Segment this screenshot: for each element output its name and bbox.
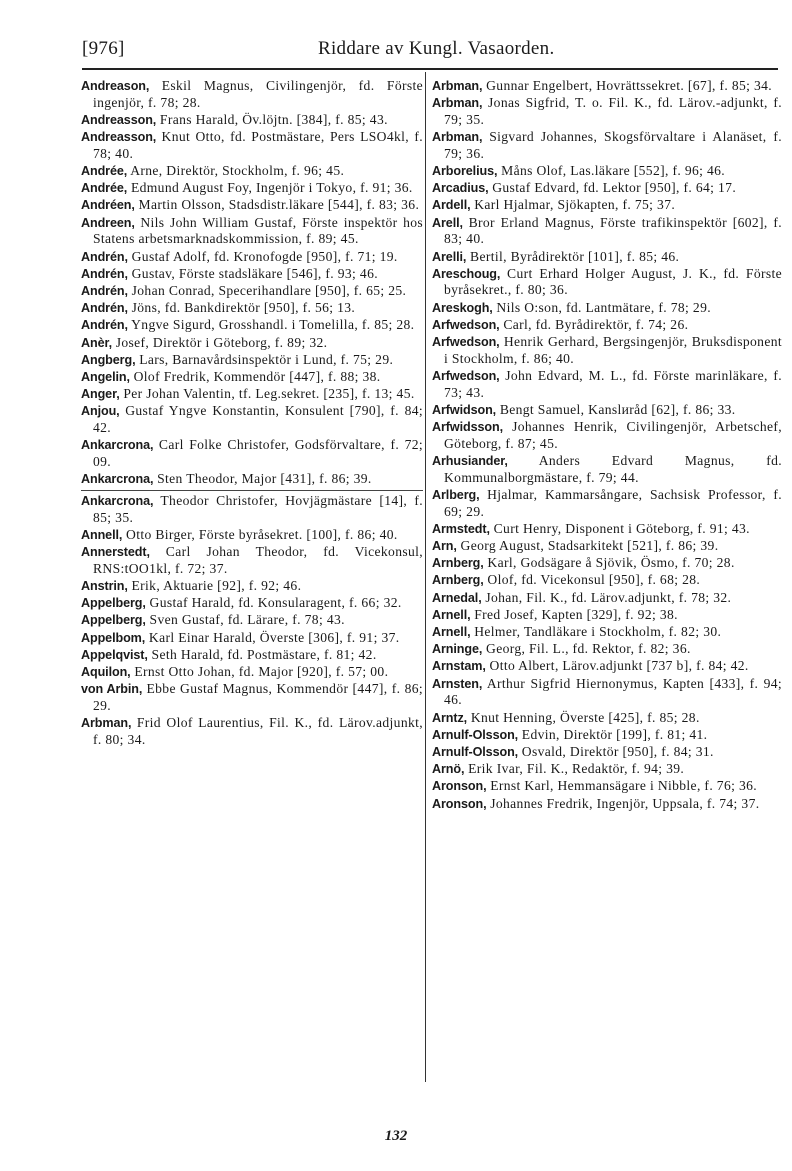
entry-surname: Arhusiander, [432, 453, 508, 468]
entry-details: Gustaf Edvard, fd. Lektor [950], f. 64; 17. [488, 180, 737, 196]
register-entry [432, 487, 782, 520]
entry-surname: Areskogh, [432, 300, 493, 315]
register-entry [81, 266, 423, 283]
entry-surname: Angberg, [81, 352, 136, 367]
register-entry [81, 180, 423, 197]
entry-surname: von Arbin, [81, 682, 143, 697]
entry-surname: Arborelius, [432, 164, 498, 179]
entry-details: Bertil, Byrådirektör [101], f. 85; 46. [466, 248, 680, 264]
entry-surname: Andréen, [81, 198, 135, 213]
entry-details: Carl, fd. Byrådirektör, f. 74; 26. [499, 316, 689, 332]
entry-surname: Arn, [432, 538, 457, 553]
entry-surname: Arelli, [432, 249, 467, 264]
entry-details: Knut Otto, fd. Postmästare, Pers LSO4kl, f. 78; 40. [93, 129, 423, 161]
entry-surname: Annell, [81, 527, 123, 542]
register-entry [81, 403, 423, 436]
register-entry [81, 112, 423, 129]
entry-details: Bengt Samuel, Kanslиråd [62], f. 86; 33. [496, 401, 736, 417]
register-entry [432, 624, 782, 641]
entry-details: Carl Johan Theodor, fd. Vicekonsul, RNS:tOO1kl, f. 72; 37. [93, 543, 423, 576]
entry-details: Per Johan Valentin, tf. Leg.sekret. [235], f. 13; 45. [119, 386, 415, 402]
entry-surname: Andrén, [81, 266, 128, 281]
entry-details: Frans Harald, Öv.löjtn. [384], f. 85; 43. [156, 111, 388, 127]
entry-details: Edmund August Foy, Ingenjör i Tokyo, f. 91; 36. [127, 180, 413, 196]
register-entry [81, 386, 423, 403]
entry-surname: Arnstam, [432, 659, 486, 674]
register-entry [81, 595, 423, 612]
entry-details: Theodor Christofer, Hovjägmästare [14], f. 85; 35. [93, 492, 423, 525]
entry-surname: Arnberg, [432, 556, 484, 571]
entry-details: Hjalmar, Kammarsångare, Sachsisk Professor, f. 69; 29. [444, 486, 782, 519]
entry-details: Otto Albert, Lärov.adjunkt [737 b], f. 84; 42. [485, 658, 749, 674]
entry-details: Gustav, Förste stadsläkare [546], f. 93; 46. [127, 265, 378, 281]
entry-surname: Andreason, [81, 79, 150, 93]
register-entry [81, 317, 423, 334]
register-entry [432, 521, 782, 538]
register-entry [432, 641, 782, 658]
register-entry [81, 715, 423, 748]
register-entry [432, 658, 782, 675]
entry-surname: Arbman, [432, 130, 483, 145]
entry-details: Frid Olof Laurentius, Fil. K., fd. Lärov.adjunkt, f. 80; 34. [93, 715, 423, 747]
entry-surname: Aronson, [432, 796, 487, 811]
register-entry [81, 215, 423, 248]
entry-surname: Arnulf-Olsson, [432, 727, 519, 742]
entry-surname: Arntz, [432, 710, 468, 725]
register-entry [81, 283, 423, 300]
register-entry [81, 369, 423, 386]
entry-details: Måns Olof, Las.läkare [552], f. 96; 46. [497, 163, 726, 179]
entry-surname: Aronson, [432, 779, 487, 794]
register-entry [432, 572, 782, 589]
register-entry [432, 180, 782, 197]
page-header [82, 38, 782, 64]
page-number-bracketed: [976] [82, 38, 125, 59]
entry-details: Gustaf Yngve Konstantin, Konsulent [790], f. 84; 42. [93, 403, 423, 436]
register-entry [81, 544, 423, 577]
entry-surname: Appelberg, [81, 613, 146, 628]
entry-details: Olof Fredrik, Kommendör [447], f. 88; 38. [129, 368, 381, 384]
register-entry [81, 352, 423, 369]
entry-surname: Andreasson, [81, 112, 157, 127]
entry-surname: Arnberg, [432, 573, 484, 588]
entry-details: Johannes Fredrik, Ingenjör, Uppsala, f. 74; 37. [486, 795, 760, 811]
entry-details: Bror Erland Magnus, Förste trafikinspektör [602], f. 83; 40. [444, 214, 782, 247]
entry-surname: Arnedal, [432, 590, 482, 605]
register-entry [432, 197, 782, 214]
entry-details: Arne, Direktör, Stockholm, f. 96; 45. [127, 163, 345, 179]
entry-surname: Arfwedson, [432, 335, 500, 350]
entry-surname: Andreen, [81, 215, 135, 230]
register-entry [432, 300, 782, 317]
register-entry [81, 527, 423, 544]
register-entry [81, 647, 423, 664]
entry-details: Ernst Karl, Hemmansägare i Nibble, f. 76; 36. [486, 778, 758, 794]
entry-surname: Ankarcrona, [81, 438, 154, 453]
register-entry [432, 710, 782, 727]
page-footer-number: 132 [384, 1128, 408, 1144]
entry-details: Jöns, fd. Bankdirektör [950], f. 56; 13. [127, 300, 356, 316]
register-entry [432, 778, 782, 795]
entry-details: Helmer, Tandläkare i Stockholm, f. 82; 30. [470, 624, 722, 639]
register-entry [432, 796, 782, 813]
entry-surname: Areschoug, [432, 266, 501, 281]
entry-surname: Arnell, [432, 625, 471, 639]
entry-details: Nils O:son, fd. Lantmätare, f. 78; 29. [492, 299, 711, 315]
register-entry [432, 129, 782, 162]
entry-surname: Andrén, [81, 318, 128, 333]
entry-surname: Anjou, [81, 404, 120, 419]
register-entry [432, 249, 782, 266]
register-entry [432, 453, 782, 486]
entry-details: Georg, Fil. L., fd. Rektor, f. 82; 36. [482, 641, 691, 657]
register-entry [81, 681, 423, 714]
entry-details: Ernst Otto Johan, fd. Major [920], f. 57; 00. [130, 663, 389, 679]
entry-details: Edvin, Direktör [199], f. 81; 41. [518, 726, 708, 742]
register-entry [432, 607, 782, 624]
register-entry [432, 95, 782, 128]
entry-surname: Arnsten, [432, 676, 483, 691]
entry-surname: Andreasson, [81, 130, 157, 145]
entry-surname: Anger, [81, 387, 120, 402]
entry-surname: Anstrin, [81, 578, 128, 593]
register-entry [432, 78, 782, 95]
entry-details: Seth Harald, fd. Postmästare, f. 81; 42. [147, 646, 377, 662]
entry-details: Erik, Aktuarie [92], f. 92; 46. [127, 577, 302, 593]
entry-details: Johan Conrad, Specerihandlare [950], f. 65; 25. [127, 282, 407, 298]
page-title: Riddare av Kungl. Vasaorden. [318, 38, 555, 59]
entry-surname: Ankarcrona, [81, 493, 154, 508]
register-entry [81, 664, 423, 681]
entry-surname: Ankarcrona, [81, 472, 154, 487]
entry-details: Fred Josef, Kapten [329], f. 92; 38. [470, 606, 678, 622]
entry-surname: Arfwidsson, [432, 420, 503, 435]
entry-surname: Arell, [432, 215, 463, 230]
entry-surname: Andrén, [81, 301, 128, 316]
entry-details: Osvald, Direktör [950], f. 84; 31. [518, 743, 714, 759]
column-divider [425, 72, 426, 1082]
register-entry [81, 197, 423, 214]
entry-surname: Aquilon, [81, 664, 131, 679]
entry-details: Olof, fd. Vicekonsul [950], f. 68; 28. [483, 572, 701, 588]
header-rule [82, 68, 778, 70]
entry-surname: Angelin, [81, 369, 130, 384]
register-entry [432, 402, 782, 419]
entry-details: Gunnar Engelbert, Hovrättssekret. [67], f. 85; 34. [482, 78, 773, 93]
register-entry [432, 676, 782, 709]
register-entry [81, 612, 423, 629]
register-entry [432, 419, 782, 452]
entry-details: John Edvard, M. L., fd. Förste marinläkare, f. 73; 43. [444, 367, 782, 400]
entry-surname: Arnell, [432, 607, 471, 622]
entry-surname: Arfwidson, [432, 402, 497, 417]
entry-surname: Andrée, [81, 164, 128, 179]
register-entry [432, 163, 782, 180]
register-entry [81, 129, 423, 162]
entry-surname: Anèr, [81, 335, 112, 350]
entry-details: Arthur Sigfrid Hiernonymus, Kapten [433], f. 94; 46. [444, 675, 782, 708]
entry-surname: Arninge, [432, 642, 483, 657]
entry-surname: Arfwedson, [432, 368, 500, 383]
entry-details: Johan, Fil. K., fd. Lärov.adjunkt, f. 78; 32. [481, 589, 732, 605]
register-entry [432, 727, 782, 744]
entry-details: Sven Gustaf, fd. Lärare, f. 78; 43. [145, 612, 345, 628]
entry-details: Curt Henry, Disponent i Göteborg, f. 91; 43. [489, 520, 750, 536]
entry-surname: Appelqvist, [81, 647, 148, 662]
register-entry [432, 368, 782, 401]
entry-surname: Arfwedson, [432, 317, 500, 332]
entry-surname: Andrén, [81, 249, 128, 264]
entry-details: Eskil Magnus, Civilingenjör, fd. Förste ingenjör, f. 78; 28. [93, 78, 423, 110]
entry-surname: Andrée, [81, 181, 128, 196]
entry-surname: Arnulf-Olsson, [432, 744, 519, 759]
entry-details: Carl Folke Christofer, Godsförvaltare, f. 72; 09. [93, 437, 423, 469]
register-entry [81, 437, 423, 470]
entry-details: Sigvard Johannes, Skogsförvaltare i Alanäset, f. 79; 36. [444, 129, 782, 161]
register-entry [432, 334, 782, 367]
register-entry [81, 78, 423, 111]
entry-surname: Arbman, [432, 79, 483, 93]
entry-surname: Armstedt, [432, 521, 490, 536]
entry-details: Ebbe Gustaf Magnus, Kommendör [447], f. 86; 29. [93, 681, 423, 713]
entry-details: Gustaf Harald, fd. Konsularagent, f. 66; 32. [145, 595, 402, 611]
entry-surname: Arcadius, [432, 181, 489, 196]
entry-details: Anders Edvard Magnus, fd. Kommunalborgmästare, f. 79; 44. [444, 452, 782, 485]
register-entry [81, 578, 423, 595]
entry-surname: Andrén, [81, 283, 128, 298]
left-column [81, 78, 423, 749]
entry-details: Karl, Godsägare å Sjövik, Ösmo, f. 70; 28. [483, 555, 735, 571]
register-entry [81, 249, 423, 266]
entry-details: Jonas Sigfrid, T. o. Fil. K., fd. Lärov.-adjunkt, f. 79; 35. [444, 95, 782, 127]
register-entry [432, 555, 782, 572]
register-entry [432, 744, 782, 761]
register-entry [81, 163, 423, 180]
entry-details: Otto Birger, Förste byråsekret. [100], f. 86; 40. [122, 526, 398, 542]
entry-details: Josef, Direktör i Göteborg, f. 89; 32. [112, 334, 328, 350]
right-column [432, 78, 782, 813]
entry-surname: Appelberg, [81, 596, 146, 611]
entry-surname: Ardell, [432, 198, 471, 213]
entry-details: Lars, Barnavårdsinspektör i Lund, f. 75; 29. [135, 351, 394, 367]
register-entry [432, 761, 782, 778]
entry-details: Nils John William Gustaf, Förste inspektör hos Statens arbetsmarknadskommission, f. 89; 45. [93, 214, 423, 247]
entry-details: Johannes Henrik, Civilingenjör, Arbetschef, Göteborg, f. 87; 45. [444, 419, 782, 451]
register-entry [432, 590, 782, 607]
entry-details: Karl Hjalmar, Sjökapten, f. 75; 37. [470, 197, 676, 213]
register-entry [81, 335, 423, 352]
entry-details: Henrik Gerhard, Bergsingenjör, Bruksdisponent i Stockholm, f. 86; 40. [444, 334, 782, 366]
entry-surname: Annerstedt, [81, 544, 150, 559]
entry-details: Yngve Sigurd, Grosshandl. i Tomelilla, f. 85; 28. [127, 317, 415, 333]
entry-details: Sten Theodor, Major [431], f. 86; 39. [153, 471, 372, 487]
register-entry [432, 538, 782, 555]
register-entry [432, 215, 782, 248]
entry-surname: Arbman, [432, 96, 483, 111]
entry-details: Knut Henning, Överste [425], f. 85; 28. [467, 709, 700, 725]
entry-details: Martin Olsson, Stadsdistr.läkare [544], f. 83; 36. [134, 197, 420, 213]
register-entry [432, 317, 782, 334]
register-entry [432, 266, 782, 299]
register-entry [81, 300, 423, 317]
register-entry [81, 471, 423, 488]
entry-surname: Arlberg, [432, 487, 480, 502]
entry-details: Georg August, Stadsarkitekt [521], f. 86; 39. [456, 537, 719, 553]
entry-surname: Appelbom, [81, 630, 146, 645]
entry-surname: Arnö, [432, 762, 465, 777]
entry-details: Curt Erhard Holger August, J. K., fd. Förste byråsekret., f. 80; 36. [444, 265, 782, 298]
entry-details: Erik Ivar, Fil. K., Redaktör, f. 94; 39. [464, 761, 685, 777]
register-entry [81, 490, 423, 526]
register-entry [81, 630, 423, 647]
entry-details: Karl Einar Harald, Överste [306], f. 91; 37. [145, 629, 400, 645]
entry-surname: Arbman, [81, 716, 132, 731]
entry-details: Gustaf Adolf, fd. Kronofogde [950], f. 71; 19. [127, 248, 398, 264]
